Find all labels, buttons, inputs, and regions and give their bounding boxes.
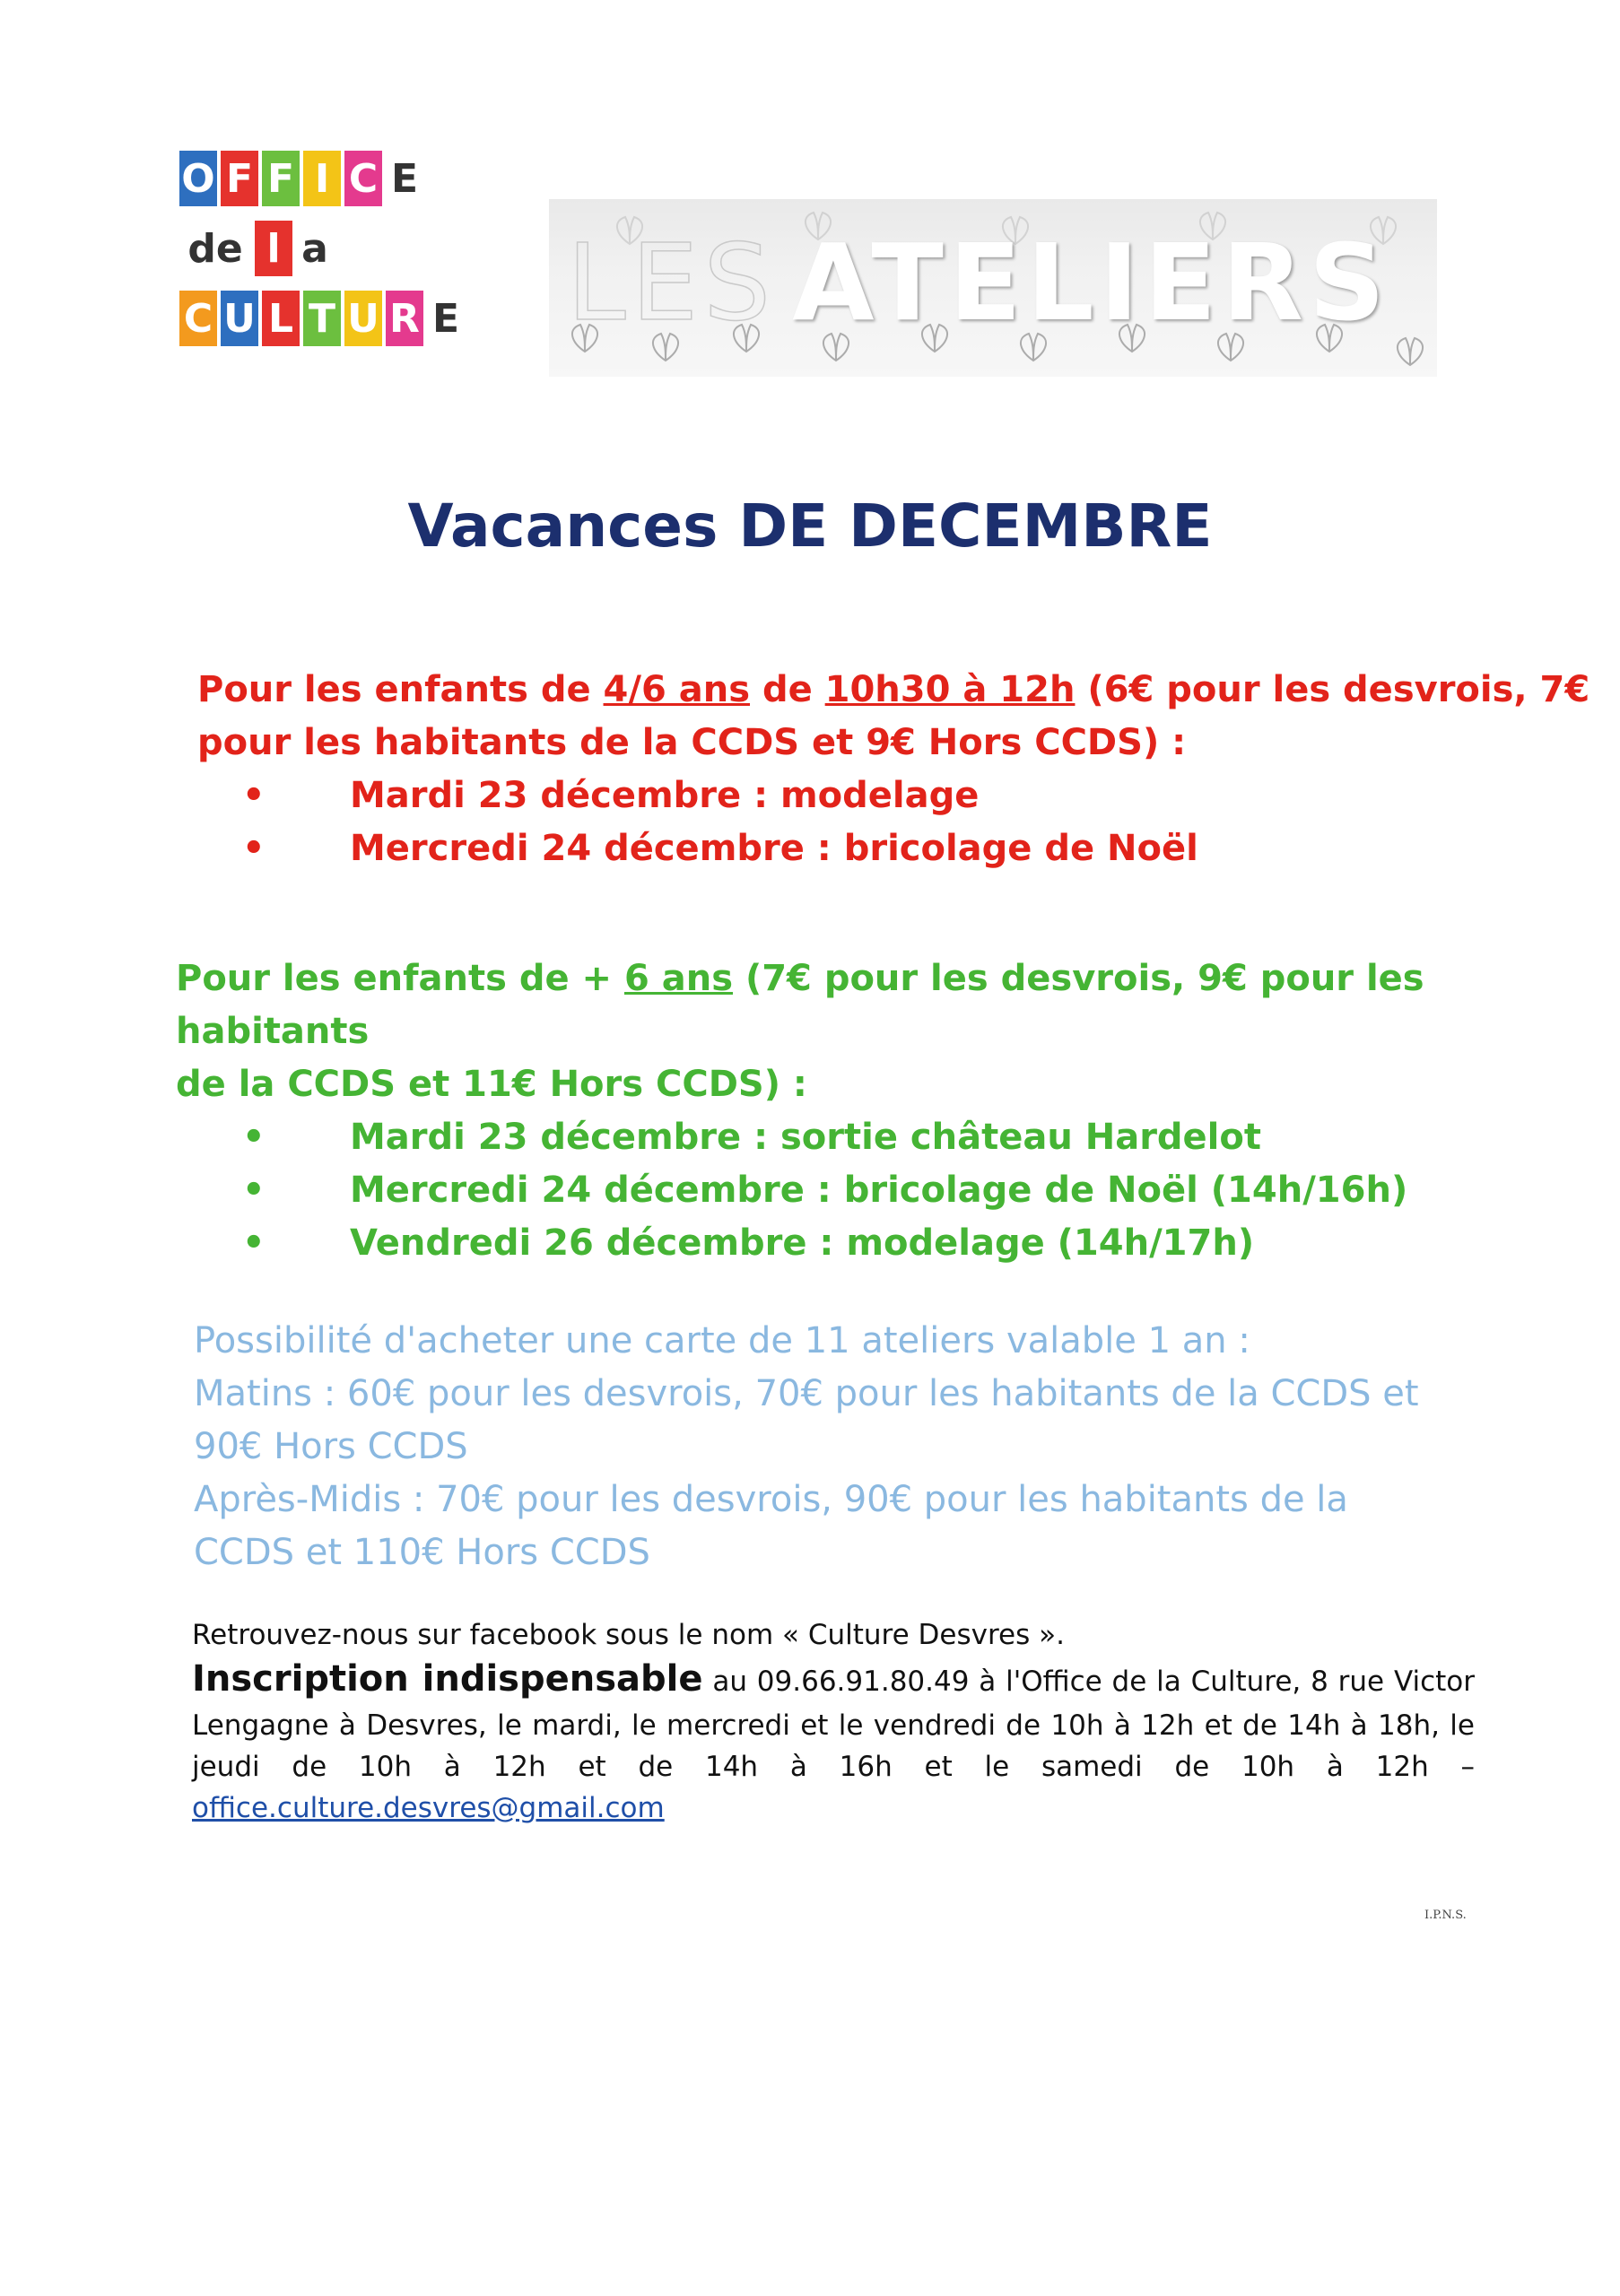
section2-age: 6 ans — [623, 958, 734, 999]
section1-line1 — [0, 664, 1620, 717]
list-item — [0, 822, 1620, 875]
list-item-text: Mercredi 24 décembre : bricolage de Noël (14h/16h) — [350, 1170, 1408, 1211]
logo-letter: C — [344, 151, 382, 206]
logo-letter: I — [303, 151, 341, 206]
list-item-text: Vendredi 26 décembre : modelage (14h/17h) — [350, 1222, 1255, 1264]
list-item — [0, 1111, 1620, 1164]
list-item-text: Mardi 23 décembre : sortie château Hardelot — [350, 1117, 1261, 1158]
contact-info — [192, 1614, 1475, 1829]
logo-letter: F — [262, 151, 300, 206]
logo-letter: T — [303, 291, 341, 346]
logo-letter: de — [179, 221, 251, 276]
section-plus-6-ans — [0, 952, 1620, 1270]
section3-line: Possibilité d'acheter une carte de 11 ateliers valable 1 an : — [194, 1320, 1250, 1361]
logo-row-culture — [179, 291, 475, 352]
logo-letter: E — [386, 151, 423, 206]
hours-line-2: jeudi de 10h à 12h et de 14h à 16h et le samedi de 10h à 12h – — [192, 1751, 1475, 1783]
section1-text-c: (6€ pour les desvrois, 7€ — [1075, 669, 1590, 710]
inscription-label: Inscription indispensable — [192, 1658, 703, 1700]
logo-letter: U — [221, 291, 258, 346]
logo-letter: O — [179, 151, 217, 206]
email-link[interactable]: office.culture.desvres@gmail.com — [192, 1792, 665, 1824]
inscription-details: au 09.66.91.80.49 à l'Office de la Culture, 8 rue Victor — [702, 1665, 1476, 1698]
logo-letter: a — [296, 221, 334, 276]
banner-les: LES — [567, 221, 777, 344]
list-item — [0, 1217, 1620, 1270]
section3-line: CCDS et 110€ Hors CCDS — [194, 1532, 650, 1573]
section-4-6-ans — [0, 664, 1620, 875]
bullet-icon: • — [242, 1170, 266, 1211]
list-item — [0, 770, 1620, 822]
section3-line: Après-Midis : 70€ pour les desvrois, 90€ pour les habitants de la — [194, 1479, 1348, 1520]
list-item — [0, 1164, 1620, 1217]
section3-line: Matins : 60€ pour les desvrois, 70€ pour les habitants de la CCDS et — [194, 1373, 1419, 1414]
section-carte-ateliers — [0, 1315, 1620, 1579]
bullet-icon: • — [242, 1222, 266, 1264]
inscription-line — [192, 1656, 1475, 1705]
hours-line-1: Lengagne à Desvres, le mardi, le mercredi et le vendredi de 10h à 12h et de 14h à 18h, le — [192, 1709, 1475, 1742]
section1-hours: 10h30 à 12h — [824, 669, 1076, 710]
section1-list — [0, 770, 1620, 875]
section2-text-a: Pour les enfants de + — [176, 958, 624, 999]
logo-letter: l — [255, 221, 292, 276]
logo-letter: E — [427, 291, 465, 346]
logo-row-de-la — [179, 221, 475, 282]
section1-age: 4/6 ans — [603, 669, 751, 710]
section2-text-b: (7€ pour les desvrois, 9€ pour les habitants — [176, 958, 1424, 1052]
section2-line2: de la CCDS et 11€ Hors CCDS) : — [176, 1064, 807, 1105]
email-line — [192, 1787, 1475, 1829]
list-item-text: Mercredi 24 décembre : bricolage de Noël — [350, 828, 1198, 869]
list-item-text: Mardi 23 décembre : modelage — [350, 775, 980, 816]
logo-letter: R — [386, 291, 423, 346]
logo-letter: C — [179, 291, 217, 346]
banner-ateliers: ATELIERS — [792, 221, 1391, 344]
bullet-icon: • — [242, 828, 266, 869]
section1-text-a: Pour les enfants de — [197, 669, 604, 710]
logo-row-office — [179, 151, 475, 212]
logo-letter: U — [344, 291, 382, 346]
banner-title — [567, 221, 1390, 344]
ipns-mark: I.P.N.S. — [1424, 1909, 1467, 1922]
section1-line2: pour les habitants de la CCDS et 9€ Hors CCDS) : — [197, 722, 1187, 763]
section2-list — [0, 1111, 1620, 1270]
office-culture-logo — [179, 151, 475, 361]
page-title: Vacances DE DECEMBRE — [407, 491, 1213, 561]
ateliers-banner — [549, 199, 1437, 377]
logo-letter: L — [262, 291, 300, 346]
logo-letter: F — [221, 151, 258, 206]
section3-line: 90€ Hors CCDS — [194, 1426, 468, 1467]
bullet-icon: • — [242, 1117, 266, 1158]
facebook-note: Retrouvez-nous sur facebook sous le nom « Culture Desvres ». — [192, 1619, 1065, 1651]
section1-text-b: de — [750, 669, 825, 710]
section2-line1 — [0, 952, 1620, 1058]
bullet-icon: • — [242, 775, 266, 816]
